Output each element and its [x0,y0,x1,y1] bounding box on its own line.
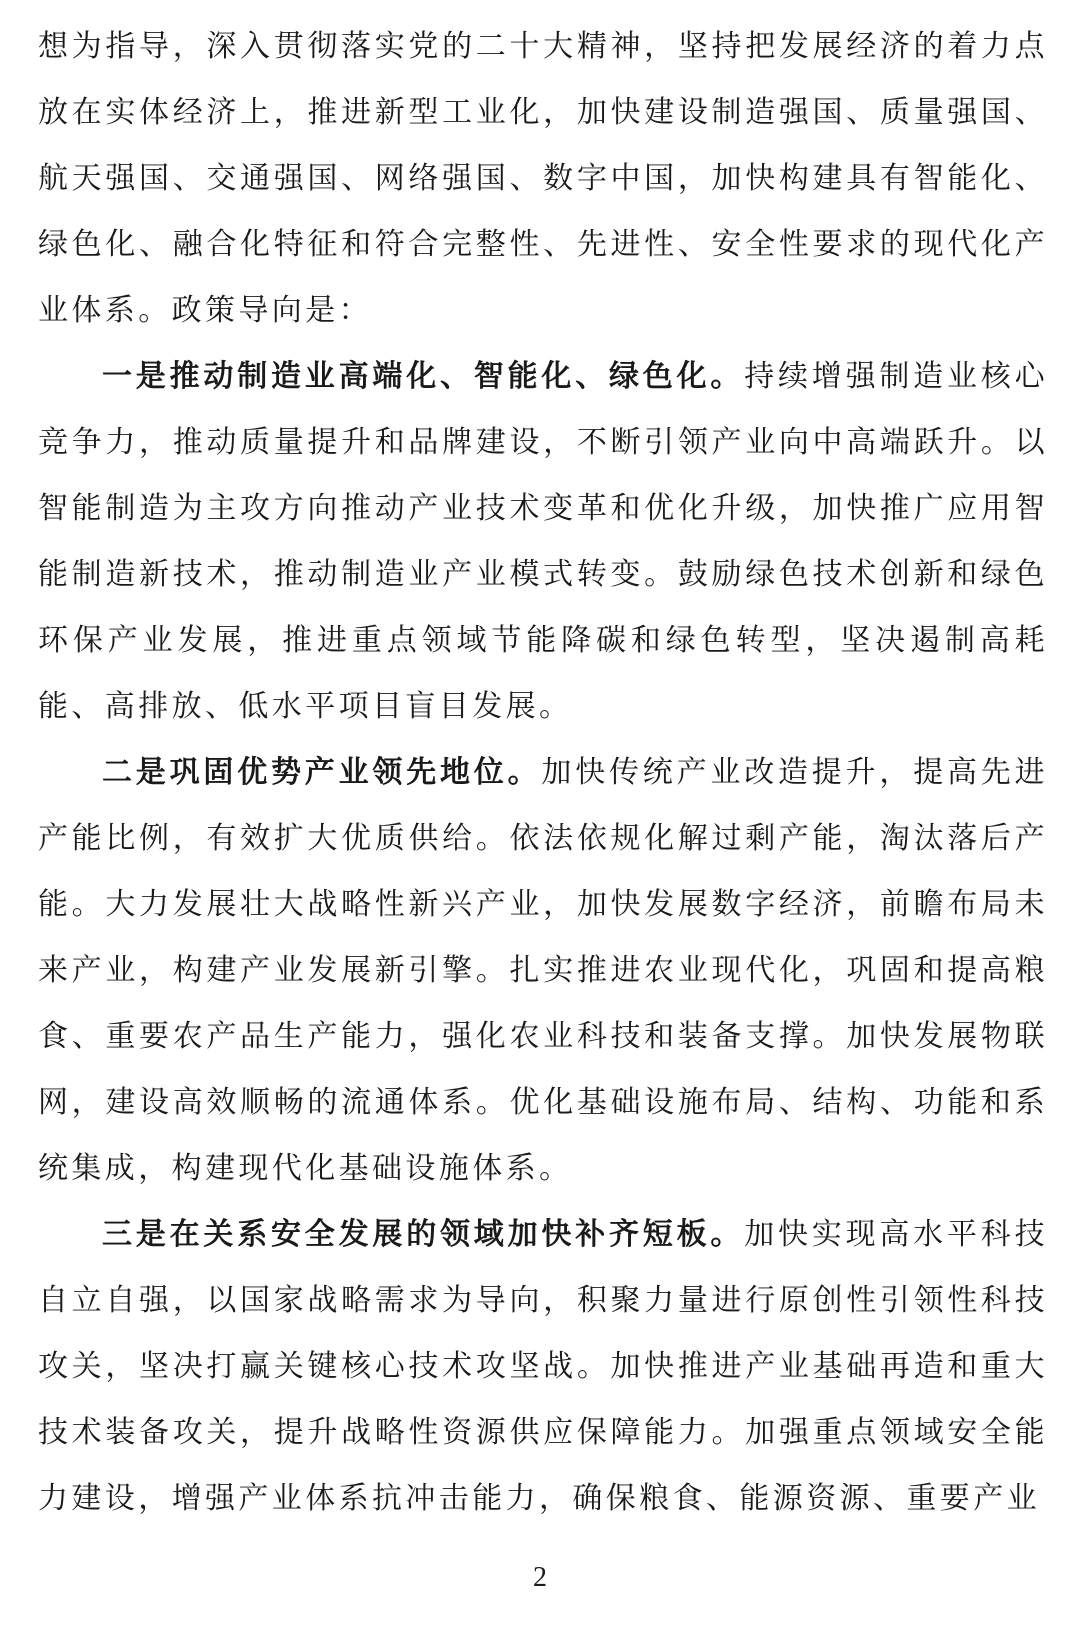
paragraph-text: 加快传统产业改造提升，提高先进产能比例，有效扩大优质供给。依法依规化解过剩产能，淘汰落后产能。大力发展壮大战略性新兴产业，加快发展数字经济，前瞻布局未来产业，构建产业发展新引擎。扎实推进农业现代化，巩固和提高粮食、重要农产品生产能力，强化农业科技和装备支撑。加快发展物联网，建设高效顺畅的流通体系。优化基础设施布局、结构、功能和系统集成，构建现代化基础设施体系。 [38,755,1049,1186]
paragraph-text: 加快实现高水平科技自立自强，以国家战略需求为导向，积聚力量进行原创性引领性科技攻关，坚决打赢关键核心技术攻坚战。加快推进产业基础再造和重大技术装备攻关，提升战略性资源供应保障能力。加强重点领域安全能力建设，增强产业体系抗冲击能力，确保粮食、能源资源、重要产业 [38,1217,1048,1516]
paragraph-lead: 二是巩固优势产业领先地位。 [102,755,542,790]
page-number: 2 [533,1562,547,1593]
paragraph-lead: 一是推动制造业高端化、智能化、绿色化。 [102,359,745,394]
paragraph-text: 想为指导，深入贯彻落实党的二十大精神，坚持把发展经济的着力点放在实体经济上，推进新型工业化，加快建设制造强国、质量强国、航天强国、交通强国、网络强国、数字中国，加快构建具有智能化、绿色化、融合化特征和符合完整性、先进性、安全性要求的现代化产业体系。政策导向是： [38,29,1048,328]
paragraph-lead: 三是在关系安全发展的领域加快补齐短板。 [102,1217,745,1252]
paragraph-policy-1 [38,344,1048,740]
paragraph-policy-3 [38,1202,1048,1532]
document-body [38,14,1048,1532]
paragraph-continued [38,14,1048,344]
paragraph-text: 持续增强制造业核心竞争力，推动质量提升和品牌建设，不断引领产业向中高端跃升。以智能制造为主攻方向推动产业技术变革和优化升级，加快推广应用智能制造新技术，推动制造业产业模式转变。鼓励绿色技术创新和绿色环保产业发展，推进重点领域节能降碳和绿色转型，坚决遏制高耗能、高排放、低水平项目盲目发展。 [38,359,1048,724]
paragraph-policy-2 [38,740,1048,1202]
